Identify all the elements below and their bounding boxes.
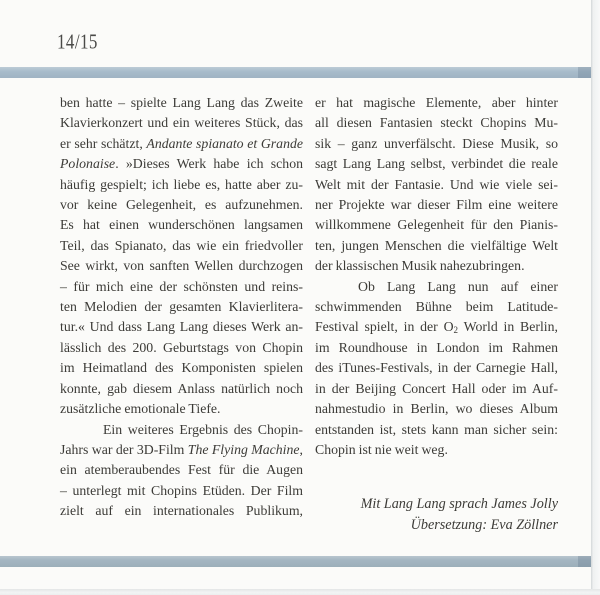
text-line: des iTunes-Festivals, in der Carnegie Hall, [315,360,558,376]
page-edge-right [591,0,600,595]
text-line: vor keine Gelegenheit, es aufzunehmen. [60,197,303,213]
page-number: 14/15 [57,30,98,54]
text-line: sagt Lang Lang selbst, verbindet die reale [315,156,558,172]
text-line: lässlich des 200. Geburtstags von Chopin [60,339,303,355]
text-line: ben hatte – spielte Lang Lang das Zweite [60,95,303,110]
page-edge-bottom [0,589,600,595]
text-line: der klassischen Musik nahezubringen. [315,258,525,274]
top-divider-bar [0,67,592,78]
bottom-divider-bar [0,556,592,567]
text-line: tur.« Und dass Lang Lang dieses Werk an- [60,319,303,335]
text-line: Klavierkonzert und ein weiteres Stück, das [60,115,303,131]
text-line: Welt mit der Fantasie. Und wie viele sei- [315,176,558,192]
text-line: zielt auf ein internationales Publikum, [60,503,303,519]
text-line: entstanden ist, stets kann man sicher sein: [315,421,558,437]
text-line: häufig gespielt; ich liebe es, hatte aber zu- [60,176,303,192]
text-line: Jahrs war der 3D-Film The Flying Machine, [60,441,303,457]
text-line: im Roundhouse in London im Rahmen [315,339,558,355]
text-line: willkommene Gelegenheit für den Pianis- [315,217,558,233]
text-line: all diesen Fantasien steckt Chopins Mu- [315,115,558,131]
text-line: ner Projekte war dieser Film eine weitere [315,197,558,213]
text-line: sik – ganz unverfälscht. Diese Musik, so [315,135,558,151]
text-line: nahmestudio in Berlin, wo dieses Album [315,401,558,417]
right-column [315,93,558,535]
text-line: Festival spielt, in der $O_2$ World in Berlin, [315,319,558,336]
column-spacer [315,460,558,494]
text-line: er hat magische Elemente, aber hinter [315,95,558,110]
text-line: See wirkt, von sanften Wellen durchzogen [60,258,303,274]
credit-line: Mit Lang Lang sprach James Jolly [360,496,558,513]
text-line: Ob Lang Lang nun auf einer [358,278,558,294]
text-line: Es hat einen wunderschönen langsamen [60,217,303,233]
text-line: im Heimatland des Komponisten spielen [60,360,303,376]
text-line: schwimmenden Bühne beim Latitude- [315,299,558,315]
text-line: ten, jungen Menschen die vielfältige Welt [315,237,558,253]
text-line: – für mich eine der schönsten und reins- [60,278,303,294]
text-line: Ein weiteres Ergebnis des Chopin- [103,421,303,437]
text-line: zusätzliche emotionale Tiefe. [60,401,221,417]
text-line: Teil, das Spianato, das wie ein friedvoller [60,237,303,253]
text-line: ten Melodien der gesamten Klavierlitera- [60,299,303,315]
text-line: Polonaise. »Dieses Werk habe ich schon [60,156,303,172]
text-line: konnte, gab diesem Anlass natürlich noch [60,380,303,396]
credit-line: Übersetzung: Eva Zöllner [410,516,558,533]
text-line: – unterlegt mit Chopins Etüden. Der Film [60,482,303,498]
text-line: Chopin ist nie weit weg. [315,441,448,457]
text-line: in der Beijing Concert Hall oder im Auf- [315,380,558,396]
text-line: ein atemberaubendes Fest für die Augen [60,462,303,478]
text-line: er sehr schätzt, Andante spianato et Grande [60,135,303,151]
left-column [60,93,303,522]
